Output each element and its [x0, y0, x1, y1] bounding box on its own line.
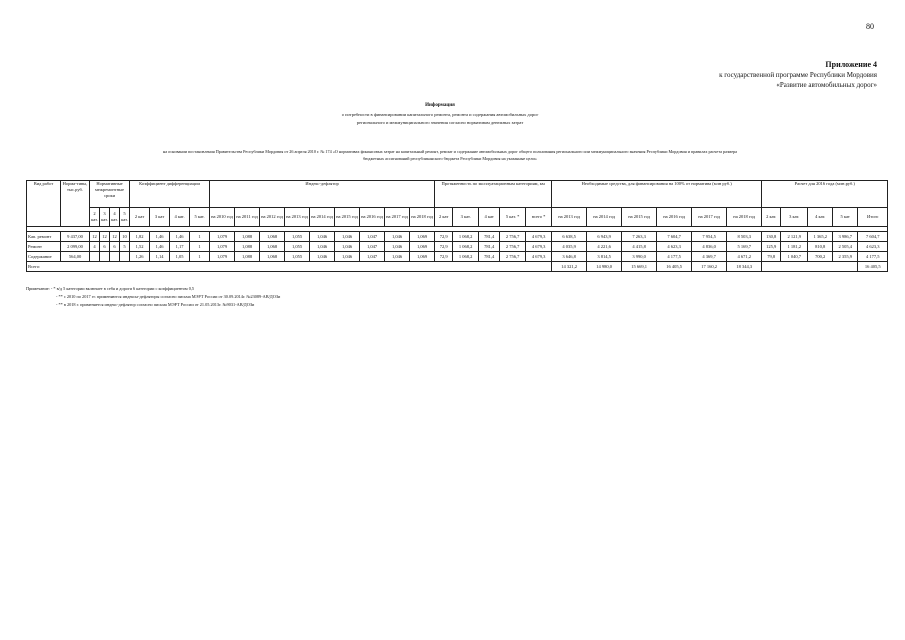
cell-intervals [110, 252, 120, 262]
subheader-funds-1: на 2014 год [587, 208, 622, 227]
cell-intervals [120, 252, 130, 262]
cell-funds: 5 169,7 [727, 242, 762, 252]
cell-coefs: 1,05 [170, 252, 190, 262]
cell-calc2016: 1 365,2 [808, 232, 833, 242]
cell-deflator: 1,046 [335, 242, 360, 252]
subheader-funds-2: на 2015 год [622, 208, 657, 227]
cell-funds: 3 814,5 [587, 252, 622, 262]
header-calc2016: Расчет для 2016 года (млн.руб.) [762, 181, 888, 208]
cell-funds: 4 035,9 [552, 242, 587, 252]
subheader-coefs-2: 4 кат. [170, 208, 190, 227]
cell-length: 2 756,7 [500, 252, 526, 262]
cell-calc2016: 2 355,9 [833, 252, 858, 262]
subheader-funds-0: на 2013 год [552, 208, 587, 227]
cell-length: 781,4 [479, 232, 500, 242]
legal-basis [20, 148, 880, 162]
total-gap [762, 262, 858, 272]
subheader-calc2016-3: 5 кат [833, 208, 858, 227]
cell-funds: 4 836,0 [692, 242, 727, 252]
header-coefs: Коэффициент дифференциации [130, 181, 210, 208]
subheader-length-2: 4 кат [479, 208, 500, 227]
note-3: - ** в 2018 г. применяется индекс-дефлятор согласно письма МЭРТ России от 21.05.2013г. №9031-АВ/ДОЗи [56, 302, 255, 307]
subheader-deflator-1: на 2011 год [235, 208, 260, 227]
cell-funds: 7 954,5 [692, 232, 727, 242]
row-name: Содержание [27, 252, 61, 262]
row-name: Кап. ремонт [27, 232, 61, 242]
subheader-coefs-1: 3 кат [150, 208, 170, 227]
cell-length: 1 068,2 [453, 252, 479, 262]
cell-funds: 7 604,7 [657, 232, 692, 242]
header-intervals: Нормативные межремонтные сроки [90, 181, 130, 208]
cell-coefs: 1 [190, 252, 210, 262]
cell-intervals: 12 [90, 232, 100, 242]
total-funds: 17 160,2 [692, 262, 727, 272]
cell-length: 4 679,3 [526, 252, 552, 262]
subheader-calc2016-1: 3 кат. [781, 208, 808, 227]
subheader-intervals-2: 4 кат. [110, 208, 120, 227]
subheader-deflator-7: на 2017 год [385, 208, 410, 227]
subheader-deflator-4: на 2014 год [310, 208, 335, 227]
cell-calc2016: 4 623,3 [858, 242, 888, 252]
subheader-calc2016-4: Итого [858, 208, 888, 227]
cell-length: 2 756,7 [500, 232, 526, 242]
cell-coefs: 1 [190, 232, 210, 242]
cell-length: 1 068,2 [453, 232, 479, 242]
subheader-coefs-0: 2 кат [130, 208, 150, 227]
cell-coefs: 1,46 [150, 232, 170, 242]
cell-deflator: 1,046 [385, 242, 410, 252]
subheader-row [27, 208, 888, 227]
subheader-funds-5: на 2018 год [727, 208, 762, 227]
cell-calc2016: 125,9 [762, 242, 781, 252]
cell-length: 4 679,3 [526, 242, 552, 252]
legal-basis-line-1: на основании постановления Правительства Республики Мордовия от 26 апреля 2010 г. № 174 «О нормативах финансовых затрат на капитальный ремонт, ремонт и содержание автомобильных дорог общего пользования регионального или межмуниципального значения Республики Мордовия и правилах расчета размера [162, 149, 738, 154]
row-norm: 9 437,00 [61, 232, 90, 242]
total-funds: 14 980,0 [587, 262, 622, 272]
cell-funds: 4 369,7 [692, 252, 727, 262]
cell-length: 72,9 [435, 242, 453, 252]
cell-coefs: 1,46 [170, 232, 190, 242]
cell-calc2016: 130,8 [762, 232, 781, 242]
cell-deflator: 1,055 [285, 252, 310, 262]
info-line-2: регионального и межмуниципального значения согласно нормативам денежных затрат [356, 120, 524, 125]
appendix-program: к государственной программе Республики Мордовия [719, 71, 877, 79]
cell-coefs: 1 [190, 242, 210, 252]
total-funds: 14 321,2 [552, 262, 587, 272]
cell-deflator: 1,088 [235, 252, 260, 262]
subheader-intervals-3: 5 кат. [120, 208, 130, 227]
cell-length: 72,9 [435, 252, 453, 262]
cell-intervals: 6 [100, 242, 110, 252]
cell-deflator: 1,046 [335, 232, 360, 242]
cell-calc2016: 1 040,7 [781, 252, 808, 262]
table-row [27, 232, 888, 242]
cell-intervals: 12 [100, 232, 110, 242]
note-1: Примечание: - * в/д 5 категории включает в себя и дороги 6 категории с коэффициентом 0,5 [26, 286, 195, 291]
cell-funds: 3 990,0 [622, 252, 657, 262]
total-funds: 16 405,5 [657, 262, 692, 272]
cell-intervals [100, 252, 110, 262]
cell-deflator: 1,047 [360, 252, 385, 262]
cell-calc2016: 2 505,4 [833, 242, 858, 252]
cell-coefs: 1,82 [130, 232, 150, 242]
subheader-funds-4: на 2017 год [692, 208, 727, 227]
cell-intervals: 5 [120, 242, 130, 252]
cell-funds: 7 263,3 [622, 232, 657, 242]
info-block [300, 102, 580, 128]
cell-deflator: 1,046 [385, 252, 410, 262]
cell-deflator: 1,046 [310, 242, 335, 252]
total-label: Всего: [27, 262, 552, 272]
total-funds: 18 344,3 [727, 262, 762, 272]
subheader-coefs-3: 5 кат. [190, 208, 210, 227]
subheader-intervals-0: 2 кат. [90, 208, 100, 227]
cell-deflator: 1,079 [210, 252, 235, 262]
table-row [27, 242, 888, 252]
cell-calc2016: 700,2 [808, 252, 833, 262]
subheader-calc2016-2: 4 кат. [808, 208, 833, 227]
cell-calc2016: 810,8 [808, 242, 833, 252]
subheader-length-1: 3 кат. [453, 208, 479, 227]
info-title: Информация [425, 103, 455, 108]
total-grand: 16 405,5 [858, 262, 888, 272]
subheader-deflator-6: на 2016 год [360, 208, 385, 227]
cell-calc2016: 1 181,2 [781, 242, 808, 252]
subheader-deflator-0: на 2010 год [210, 208, 235, 227]
header-work-type: Вид работ [27, 181, 61, 227]
cell-funds: 4 623,3 [657, 242, 692, 252]
header-deflator: Индекс-дефлятор [210, 181, 435, 208]
cell-deflator: 1,068 [260, 232, 285, 242]
header-funds: Необходимые средства, для финансирования на 100% от норматива (млн руб.) [552, 181, 762, 208]
cell-deflator: 1,046 [385, 232, 410, 242]
cell-funds: 4 221,6 [587, 242, 622, 252]
cell-funds: 3 646,8 [552, 252, 587, 262]
cell-deflator: 1,046 [335, 252, 360, 262]
appendix-header [719, 60, 877, 90]
subheader-funds-3: на 2016 год [657, 208, 692, 227]
header-norm: Норма-тивы, тыс.руб. [61, 181, 90, 227]
cell-calc2016: 79,8 [762, 252, 781, 262]
cell-deflator: 1,046 [310, 252, 335, 262]
cell-length: 781,4 [479, 252, 500, 262]
cell-deflator: 1,068 [260, 252, 285, 262]
funding-table [26, 180, 888, 272]
subheader-deflator-3: на 2013 год [285, 208, 310, 227]
cell-deflator: 1,046 [310, 232, 335, 242]
cell-length: 1 068,2 [453, 242, 479, 252]
subheader-deflator-5: на 2015 год [335, 208, 360, 227]
cell-length: 4 679,3 [526, 232, 552, 242]
cell-intervals [90, 252, 100, 262]
subheader-intervals-1: 3 кат. [100, 208, 110, 227]
subheader-length-0: 2 кат [435, 208, 453, 227]
legal-basis-line-2: бюджетных ассигнований республиканского бюджета Республики Мордовия на указанные цели» [363, 156, 537, 161]
appendix-title: Приложение 4 [825, 60, 877, 69]
total-row [27, 262, 888, 272]
cell-deflator: 1,079 [210, 232, 235, 242]
cell-calc2016: 4 177,5 [858, 252, 888, 262]
appendix-subprogram: «Развитие автомобильных дорог» [776, 81, 877, 89]
subheader-calc2016-0: 2 кат. [762, 208, 781, 227]
table-row [27, 252, 888, 262]
cell-deflator: 1,068 [260, 242, 285, 252]
cell-deflator: 1,069 [410, 242, 435, 252]
row-name: Ремонт [27, 242, 61, 252]
cell-calc2016: 2 121,9 [781, 232, 808, 242]
cell-intervals: 12 [110, 232, 120, 242]
cell-funds: 6 638,5 [552, 232, 587, 242]
subheader-length-3: 5 кат. * [500, 208, 526, 227]
cell-deflator: 1,069 [410, 232, 435, 242]
cell-intervals: 6 [110, 242, 120, 252]
total-funds: 15 669,1 [622, 262, 657, 272]
cell-funds: 6 943,9 [587, 232, 622, 242]
cell-length: 781,4 [479, 242, 500, 252]
cell-coefs: 1,52 [130, 242, 150, 252]
cell-intervals: 4 [90, 242, 100, 252]
cell-funds: 8 503,3 [727, 232, 762, 242]
note-2: - ** с 2010 по 2017 гг. применяются индексы-дефляторы согласно письма МЭРТ России от 30.09.2014г. №23089-АВ/ДОЗи [56, 294, 281, 299]
cell-deflator: 1,079 [210, 242, 235, 252]
cell-coefs: 1,17 [170, 242, 190, 252]
subheader-deflator-2: на 2012 год [260, 208, 285, 227]
row-norm: 2 099,00 [61, 242, 90, 252]
cell-intervals: 10 [120, 232, 130, 242]
cell-deflator: 1,055 [285, 242, 310, 252]
cell-length: 72,9 [435, 232, 453, 242]
subheader-length-4: всего * [526, 208, 552, 227]
cell-coefs: 1,46 [150, 242, 170, 252]
cell-calc2016: 7 604,7 [858, 232, 888, 242]
cell-deflator: 1,088 [235, 242, 260, 252]
cell-length: 2 756,7 [500, 242, 526, 252]
cell-deflator: 1,047 [360, 242, 385, 252]
cell-funds: 4 177,5 [657, 252, 692, 262]
cell-deflator: 1,088 [235, 232, 260, 242]
info-line-1: о потребности в финансировании капитального ремонта, ремонта и содержания автомобильных дорог [341, 111, 539, 117]
cell-deflator: 1,069 [410, 252, 435, 262]
cell-calc2016: 3 986,7 [833, 232, 858, 242]
page-number: 80 [866, 22, 874, 31]
cell-deflator: 1,055 [285, 232, 310, 242]
cell-funds: 4 415,8 [622, 242, 657, 252]
row-norm: 564,00 [61, 252, 90, 262]
cell-coefs: 1,14 [150, 252, 170, 262]
cell-funds: 4 671,2 [727, 252, 762, 262]
header-length: Протяженность по эксплуатационным категориям, км [435, 181, 552, 208]
subheader-deflator-8: на 2018 год [410, 208, 435, 227]
cell-coefs: 1,26 [130, 252, 150, 262]
notes [26, 285, 280, 309]
cell-deflator: 1,047 [360, 232, 385, 242]
